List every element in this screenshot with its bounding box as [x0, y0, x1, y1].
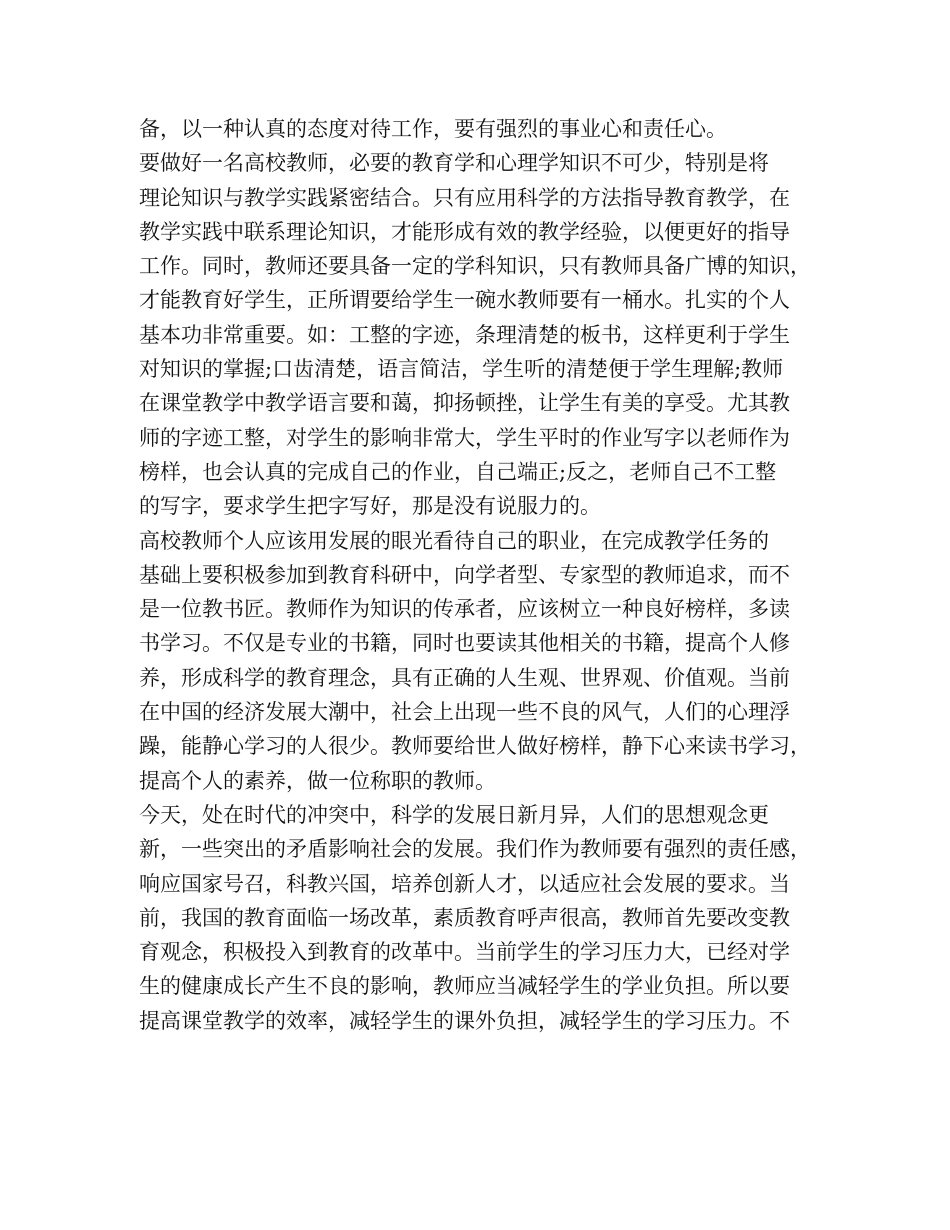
text-line: 师的字迹工整，对学生的影响非常大，学生平时的作业写字以老师作为	[139, 425, 790, 450]
text-line: 是一位教书匠。教师作为知识的传承者，应该树立一种良好榜样，多读	[139, 597, 790, 622]
text-line: 前，我国的教育面临一场改革，素质教育呼声很高，教师首先要改变教	[139, 905, 790, 930]
text-line: 新，一些突出的矛盾影响社会的发展。我们作为教师要有强烈的责任感，	[139, 837, 811, 862]
body-text	[139, 112, 819, 1038]
text-line: 理论知识与教学实践紧密结合。只有应用科学的方法指导教育教学，在	[139, 185, 790, 210]
text-line: 在中国的经济发展大潮中，社会上出现一些不良的风气，人们的心理浮	[139, 700, 790, 725]
text-line: 榜样，也会认真的完成自己的作业，自己端正;反之，老师自己不工整	[139, 459, 777, 484]
text-line: 躁，能静心学习的人很少。教师要给世人做好榜样，静下心来读书学习，	[139, 734, 811, 759]
text-line: 在课堂教学中教学语言要和蔼，抑扬顿挫，让学生有美的享受。尤其教	[139, 391, 790, 416]
text-line: 工作。同时，教师还要具备一定的学科知识，只有教师具备广博的知识，	[139, 254, 811, 279]
text-line: 才能教育好学生，正所谓要给学生一碗水教师要有一桶水。扎实的个人	[139, 288, 790, 313]
text-line: 今天，处在时代的冲突中，科学的发展日新月异，人们的思想观念更	[139, 802, 769, 827]
text-line: 生的健康成长产生不良的影响，教师应当减轻学生的学业负担。所以要	[139, 974, 790, 999]
text-line: 书学习。不仅是专业的书籍，同时也要读其他相关的书籍，提高个人修	[139, 631, 790, 656]
text-line: 响应国家号召，科教兴国，培养创新人才，以适应社会发展的要求。当	[139, 871, 790, 896]
text-line: 提高课堂教学的效率，减轻学生的课外负担，减轻学生的学习压力。不	[139, 1008, 790, 1033]
text-line: 基本功非常重要。如：工整的字迹，条理清楚的板书，这样更利于学生	[139, 322, 790, 347]
text-line: 要做好一名高校教师，必要的教育学和心理学知识不可少，特别是将	[139, 151, 769, 176]
text-line: 对知识的掌握;口齿清楚，语言简洁，学生听的清楚便于学生理解;教师	[139, 357, 784, 382]
text-line: 提高个人的素养，做一位称职的教师。	[139, 768, 496, 793]
text-line: 教学实践中联系理论知识，才能形成有效的教学经验，以便更好的指导	[139, 219, 790, 244]
text-line: 育观念，积极投入到教育的改革中。当前学生的学习压力大，已经对学	[139, 940, 790, 965]
text-line: 备，以一种认真的态度对待工作，要有强烈的事业心和责任心。	[139, 117, 727, 141]
text-line: 的写字，要求学生把字写好，那是没有说服力的。	[139, 494, 601, 519]
text-line: 高校教师个人应该用发展的眼光看待自己的职业，在完成教学任务的	[139, 528, 769, 553]
text-line: 养，形成科学的教育理念，具有正确的人生观、世界观、价值观。当前	[139, 665, 790, 690]
text-line: 基础上要积极参加到教育科研中，向学者型、专家型的教师追求，而不	[139, 562, 790, 587]
